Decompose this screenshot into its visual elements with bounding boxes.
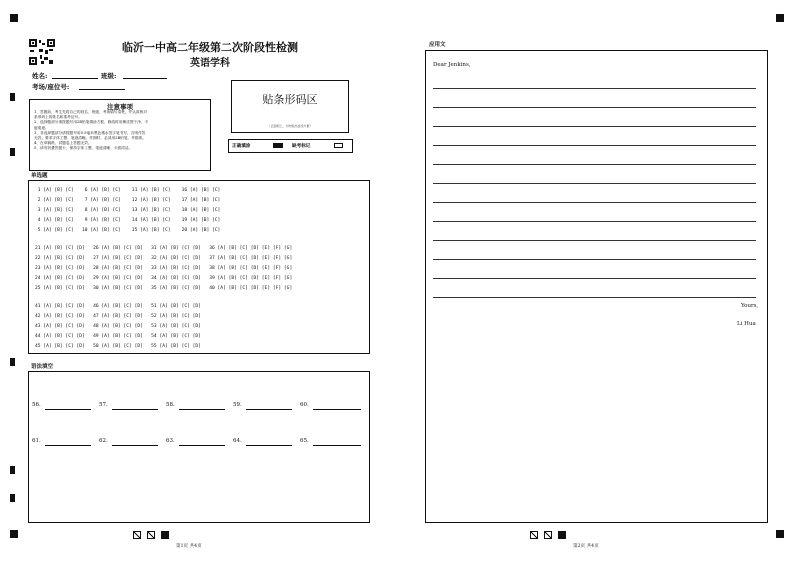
registration-mark <box>10 14 18 22</box>
exam-subject: 英语学科 <box>190 58 230 69</box>
blank-number: 62. <box>99 438 108 444</box>
notice-line: 5、请勿折叠答题卡，保持字体工整、笔迹清晰、卡面清洁。 <box>34 146 133 151</box>
mc-row[interactable]: 2 [A] [B] [C] 7 [A] [B] [C] 12 [A] [B] [C] 17 [A] [B] [C] <box>35 198 221 203</box>
mc-row[interactable]: 45 [A] [B] [C] [D] 50 [A] [B] [C] [D] 55 [A] [B] [C] [D] <box>35 344 201 349</box>
class-label: 班级: <box>101 72 117 80</box>
mc-row[interactable]: 44 [A] [B] [C] [D] 49 [A] [B] [C] [D] 54 [A] [B] [C] [D] <box>35 334 201 339</box>
blank-number: 65. <box>300 438 309 444</box>
timing-mark <box>10 466 15 474</box>
absent-mark-label: 缺考标记 <box>292 144 311 149</box>
blank-line[interactable] <box>246 409 292 410</box>
registration-mark <box>776 530 784 538</box>
notice-line: 1、答题前，考生先将自己的姓名、班级、考场填写清楚，并认真核对 <box>34 110 147 114</box>
blank-number: 59. <box>233 402 242 408</box>
mc-row[interactable]: 3 [A] [B] [C] 8 [A] [B] [C] 13 [A] [B] [C] 18 [A] [B] [C] <box>35 208 221 213</box>
registration-mark <box>776 14 784 22</box>
blank-line[interactable] <box>112 409 158 410</box>
notice-title: 注意事项 <box>107 103 133 111</box>
blank-line[interactable] <box>246 445 292 446</box>
mc-row[interactable]: 22 [A] [B] [C] [D] 27 [A] [B] [C] [D] 32 [A] [B] [C] [D] 37 [A] [B] [C] [D] [E] [F] [G] <box>35 256 293 261</box>
notice-box <box>29 99 211 171</box>
writing-line[interactable] <box>433 145 756 146</box>
letter-greeting: Dear Jenkins, <box>433 62 471 68</box>
writing-line[interactable] <box>433 107 756 108</box>
barcode-area <box>231 80 349 133</box>
timing-mark <box>10 93 15 101</box>
page-code-mark <box>530 531 538 539</box>
class-field[interactable] <box>123 78 167 79</box>
blank-line[interactable] <box>313 409 361 410</box>
room-seat-label: 考场/座位号: <box>32 83 70 91</box>
grammar-answer-box <box>28 371 370 523</box>
mc-row[interactable]: 41 [A] [B] [C] [D] 46 [A] [B] [C] [D] 51 [A] [B] [C] [D] <box>35 304 201 309</box>
fill-legend <box>228 139 353 153</box>
correct-fill-label: 正确填涂 <box>232 144 251 149</box>
blank-line[interactable] <box>179 409 225 410</box>
writing-line[interactable] <box>433 297 756 298</box>
page-code-mark <box>558 531 566 539</box>
page-code-mark <box>544 531 552 539</box>
mc-row[interactable]: 23 [A] [B] [C] [D] 28 [A] [B] [C] [D] 33 [A] [B] [C] [D] 38 [A] [B] [C] [D] [E] [F] [G] <box>35 266 293 271</box>
timing-mark <box>10 148 15 156</box>
room-seat-field[interactable] <box>79 89 125 90</box>
blank-number: 64. <box>233 438 242 444</box>
blank-number: 61. <box>32 438 41 444</box>
mc-row[interactable]: 43 [A] [B] [C] [D] 48 [A] [B] [C] [D] 53 [A] [B] [C] [D] <box>35 324 201 329</box>
letter-signature: Li Hua <box>737 321 756 327</box>
mc-row[interactable]: 24 [A] [B] [C] [D] 29 [A] [B] [C] [D] 34 [A] [B] [C] [D] 39 [A] [B] [C] [D] [E] [F] [G] <box>35 276 293 281</box>
writing-answer-box <box>425 50 768 523</box>
blank-line[interactable] <box>313 445 361 446</box>
notice-text <box>34 110 207 152</box>
name-label: 姓名: <box>32 72 48 80</box>
mc-row[interactable]: 42 [A] [B] [C] [D] 47 [A] [B] [C] [D] 52 [A] [B] [C] [D] <box>35 314 201 319</box>
writing-line[interactable] <box>433 240 756 241</box>
writing-line[interactable] <box>433 278 756 279</box>
timing-mark <box>10 358 15 366</box>
blank-number: 63. <box>166 438 175 444</box>
mc-row[interactable]: 21 [A] [B] [C] [D] 26 [A] [B] [C] [D] 31 [A] [B] [C] [D] 36 [A] [B] [C] [D] [E] [F] [G] <box>35 246 293 251</box>
letter-closing: Yours, <box>741 303 759 309</box>
blank-line[interactable] <box>112 445 158 446</box>
blank-number: 56. <box>32 402 41 408</box>
notice-line: 2、选择题部分请按题号用2B铅笔填涂方框，修改时用橡皮擦干净，不 <box>34 120 149 125</box>
mc-section-label: 单选题 <box>31 173 48 179</box>
mc-row[interactable]: 4 [A] [B] [C] 9 [A] [B] [C] 14 [A] [B] [C] 19 [A] [B] [C] <box>35 218 221 223</box>
exam-title: 临沂一中高二年级第二次阶段性检测 <box>122 41 298 54</box>
blank-number: 58. <box>166 402 175 408</box>
blank-number: 57. <box>99 402 108 408</box>
blank-number: 60. <box>300 402 309 408</box>
barcode-subtitle: （正面朝上，切勿贴出虚线方框） <box>267 124 313 128</box>
registration-mark <box>10 530 18 538</box>
writing-line[interactable] <box>433 88 756 89</box>
mc-row[interactable]: 1 [A] [B] [C] 6 [A] [B] [C] 11 [A] [B] [C] 16 [A] [B] [C] <box>35 188 221 193</box>
blank-line[interactable] <box>45 409 91 410</box>
notice-line: 4、在草稿纸、试题卷上答题无效。 <box>34 141 92 146</box>
timing-mark <box>10 494 15 502</box>
page-code-mark <box>133 531 141 539</box>
notice-line: 留痕迹。 <box>34 125 49 130</box>
writing-line[interactable] <box>433 259 756 260</box>
page-code-mark <box>161 531 169 539</box>
page-number: 第1页 共4页 <box>176 544 202 549</box>
grammar-section-label: 语法填空 <box>31 364 54 370</box>
blank-line[interactable] <box>179 445 225 446</box>
writing-line[interactable] <box>433 164 756 165</box>
writing-line[interactable] <box>433 202 756 203</box>
mc-row[interactable]: 25 [A] [B] [C] [D] 30 [A] [B] [C] [D] 35 [A] [B] [C] [D] 40 [A] [B] [C] [D] [E] [F] [G] <box>35 286 293 291</box>
barcode-title: 贴条形码区 <box>262 93 318 106</box>
name-field[interactable] <box>52 78 98 79</box>
blank-line[interactable] <box>45 445 91 446</box>
notice-line: 条形码上的姓名和准考证号。 <box>34 115 82 120</box>
absent-mark-box[interactable] <box>334 143 343 148</box>
page-code-mark <box>147 531 155 539</box>
writing-section-label: 应用文 <box>429 42 446 48</box>
correct-fill-sample <box>273 143 283 148</box>
writing-line[interactable] <box>433 221 756 222</box>
writing-line[interactable] <box>433 183 756 184</box>
notice-line: 无效。要求字体工整、笔迹清晰。作图时，必须用2B铅笔，并描浓。 <box>34 136 146 141</box>
qr-code <box>29 39 55 65</box>
mc-row[interactable]: 5 [A] [B] [C] 10 [A] [B] [C] 15 [A] [B] [C] 20 [A] [B] [C] <box>35 228 221 233</box>
notice-line: 3、非选择题部分请按题号用0.5毫米黑色墨水签字笔书写，否则作答 <box>34 130 146 135</box>
writing-line[interactable] <box>433 126 756 127</box>
page-number: 第2页 共4页 <box>573 544 599 549</box>
